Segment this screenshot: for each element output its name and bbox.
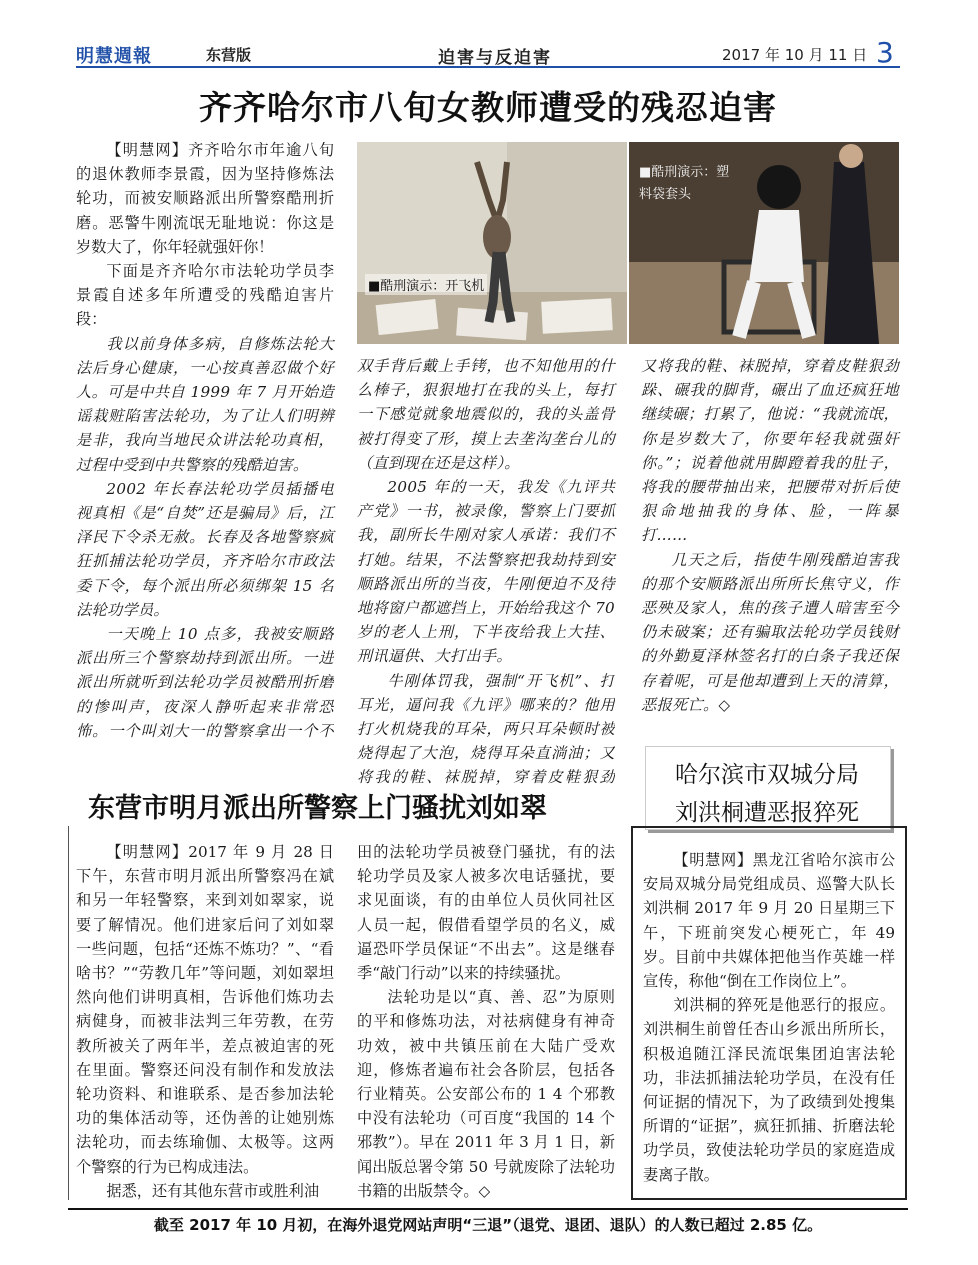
article1-paragraph: 牛刚体罚我，强制“开飞机”、打耳光，逼问我《九评》哪来的？他用打火机烧我的耳朵，两只耳朵顿时被烧得起了大泡，烧得耳朵直淌油；又将我的鞋、袜脱掉，穿着皮鞋狠劲 (357, 671, 615, 787)
photo1-caption: ■酷刑演示：开飞机 (365, 274, 487, 295)
footer-notice: 截至 2017 年 10 月初，在海外退党网站声明“三退”（退党、退团、退队）的人数已超过 2.85 亿。 (153, 1216, 823, 1234)
article1-paragraph: 几天之后，指使牛刚残酷迫害我的那个安顺路派出所所长焦守义，作恶殃及家人，焦的孩子遭人暗害至今仍未破案；还有骗取法轮功学员钱财的外勤夏泽林签名打的白条子我还保存着呢，可是他却遭到上天的清算，恶报死亡。◇ (641, 550, 899, 714)
sidebar-paragraph: 【明慧网】黑龙江省哈尔滨市公安局双城分局党组成员、巡警大队长刘洪桐 2017 年 9 月 20 日星期三下午，下班前突发心梗死亡，年 49 岁。目前中共媒体把他当作英雄一样宣传，称他“倒在工作岗位上”。 (643, 851, 895, 991)
article1-paragraph-continued: 双手背后戴上手铐，也不知他用的什么棒子，狠狠地打在我的头上，每打一下感觉就象地震似的，我的头盖骨被打得变了形，摸上去垄沟垄台儿的（直到现在还是这样）。 (357, 357, 615, 472)
footer-divider (68, 1208, 908, 1210)
article1-paragraph: 2005 年的一天，我发《九评共产党》一书，被录像，警察上门要抓我，副所长牛刚对家人承诺：我们不打她。结果，不法警察把我劫持到安顺路派出所的当夜，牛刚便迫不及待地将窗户都遮挡上，开始给我这个 70 岁的老人上刑，下半夜给我上大挂、刑讯逼供、大打出手。 (357, 478, 615, 666)
article2-column-2 (357, 840, 615, 1203)
header-divider (76, 66, 900, 68)
article2-paragraph: 【明慧网】2017 年 9 月 28 日下午，东营市明月派出所警察冯在斌和另一年轻警察，来到刘如翠家，说要了解情况。他们进家后问了刘如翠一些问题，包括“还炼不炼功？”、“看啥书？”“劳教几年”等问题，刘如翠坦然向他们讲明真相，告诉他们炼功去病健身，而被非法判三年劳教，在劳教所被关了两年半，差点被迫害的死在里面。警察还问没有制作和发放法轮功资料、和谁联系、是否参加法轮功的集体活动等，还伪善的让她别炼法轮功，而去练瑜伽、太极等。这两个警察的行为已构成违法。 (76, 843, 334, 1176)
sidebar-headline-line1: 哈尔滨市双城分局 (675, 762, 859, 788)
article1-column-2 (357, 354, 615, 791)
sidebar-article-body (643, 848, 895, 1187)
photo-airplane-illustration (357, 142, 627, 344)
article2-paragraph-continued: 田的法轮功学员被登门骚扰，有的法轮功学员及家人被多次电话骚扰，要求见面谈，有的由单位人员伙同社区人员一起，假借看望学员的名义，威逼恐吓学员保证“不出去”。这是继春季“敲门行动”以来的持续骚扰。 (357, 843, 615, 983)
article1-column-1 (76, 138, 334, 742)
page-number: 3 (876, 36, 894, 69)
torture-demo-photo-airplane (357, 142, 627, 344)
photo2-caption: ■酷刑演示：塑料袋套头 (639, 165, 730, 202)
article2-paragraph: 据悉，还有其他东营市或胜利油 (106, 1181, 320, 1200)
sidebar-headline-line2: 刘洪桐遭恶报猝死 (675, 800, 859, 826)
issue-date: 2017 年 10 月 11 日 (722, 46, 868, 64)
torture-demo-photo-plastic-bag (629, 142, 899, 344)
article2-paragraph: 法轮功是以“真、善、忍”为原则的平和修炼功法，对祛病健身有神奇功效，被中共镇压前在大陆广受欢迎，修炼者遍布社会各阶层，包括各行业精英。公安部公布的 1 4 个邪教中没有法轮功（可百度“我国的 14 个邪教”）。早在 2011 年 3 月 1 日，新闻出版总署令第 50 号就废除了法轮功书籍的出版禁令。◇ (357, 988, 615, 1200)
article1-paragraph: 一天晚上 10 点多，我被安顺路派出所三个警察劫持到派出所。一进派出所就听到法轮功学员被酷刑折磨的惨叫声，夜深人静听起来非常恐怖。一个叫刘大一的警察拿出一个不 (76, 625, 334, 740)
edition-label: 东营版 (206, 46, 252, 64)
article1-paragraph: 【明慧网】齐齐哈尔市年逾八旬的退休教师李景霞，因为坚持修炼法轮功，而被安顺路派出所警察酷刑折磨。恶警牛刚流氓无耻地说：你这是岁数大了，你年轻就强奸你！ (76, 141, 334, 256)
sidebar-paragraph: 刘洪桐的猝死是他恶行的报应。刘洪桐生前曾任杏山乡派出所所长，积极追随江泽民流氓集团迫害法轮功，非法抓捕法轮功学员，在没有任何证据的情况下，为了政绩到处搜集所谓的“证据”，疯狂抓捕、折磨法轮功学员，致使法轮功学员的家庭造成妻离子散。 (643, 996, 895, 1184)
article2-column-1 (76, 840, 334, 1203)
article1-paragraph: 我以前身体多病，自修炼法轮大法后身心健康，一心按真善忍做个好人。可是中共自 1999 年 7 月开始造谣栽赃陷害法轮功，为了让人们明辨是非，我向当地民众讲法轮功真相，过程中受到中共警察的残酷迫害。 (76, 334, 334, 474)
article1-paragraph-continued: 又将我的鞋、袜脱掉，穿着皮鞋狠劲跺、碾我的脚背，碾出了血还疯狂地继续碾；打累了，他说：“我就流氓，你是岁数大了，你要年轻我就强奸你。”；说着他就用脚蹬着我的肚子，将我的腰带抽出来，把腰带对折后使狠命地抽我的身体、脸，一阵暴打…… (641, 357, 899, 545)
article1-paragraph: 下面是齐齐哈尔市法轮功学员李景霞自述多年所遭受的残酷迫害片段： (76, 262, 334, 329)
article2-headline: 东营市明月派出所警察上门骚扰刘如翠 (88, 793, 547, 824)
article1-headline: 齐齐哈尔市八旬女教师遭受的残忍迫害 (199, 88, 777, 127)
article1-column-3 (641, 354, 899, 717)
section-title: 迫害与反迫害 (438, 48, 552, 68)
article1-paragraph: 2002 年长春法轮功学员插播电视真相《是“自焚”还是骗局》后，江泽民下令杀无赦。长春及各地警察疯狂抓捕法轮功学员，齐齐哈尔市政法委下令，每个派出所必须绑架 15 名法轮功学员。 (76, 479, 334, 619)
masthead-logo: 明慧週報 (76, 46, 152, 67)
article2-frame-line (68, 826, 69, 1200)
